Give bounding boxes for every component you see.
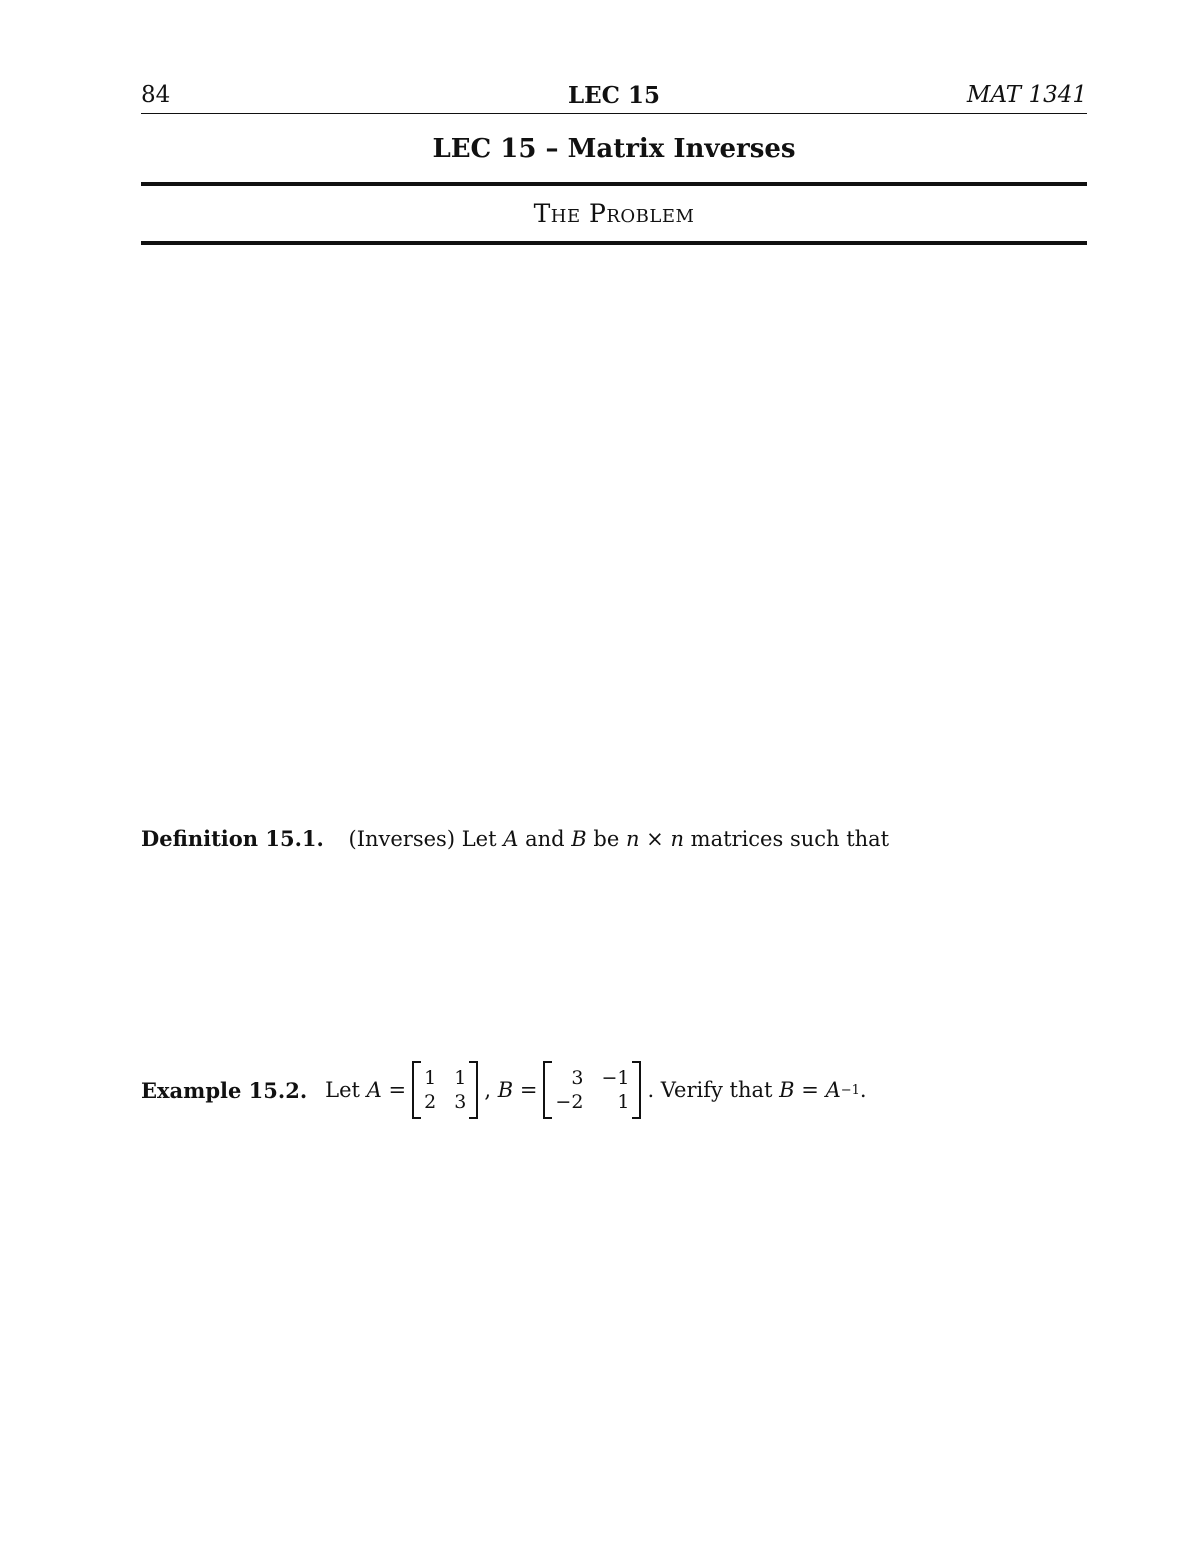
definition-intro: (Inverses) Let <box>348 827 497 851</box>
section-rule-top <box>141 182 1087 186</box>
matrix-cell: 1 <box>424 1067 437 1089</box>
matrix-cell: 2 <box>424 1091 437 1113</box>
matrix-cell: 1 <box>454 1067 467 1089</box>
word-and: and <box>525 827 565 851</box>
section-rule-bottom <box>141 241 1087 245</box>
definition-paragraph <box>141 826 889 851</box>
matrix-a <box>412 1065 478 1115</box>
verify-text: . Verify that <box>647 1078 773 1102</box>
comma: , <box>484 1078 491 1102</box>
var-b: B <box>571 827 587 851</box>
matrix-cell: −1 <box>601 1067 630 1089</box>
matrix-cell: 3 <box>571 1067 584 1089</box>
equals-sign: = <box>388 1078 407 1102</box>
matrix-cell: 3 <box>454 1091 467 1113</box>
period: . <box>859 1078 867 1102</box>
matrix-b <box>543 1065 641 1115</box>
var-a: A <box>366 1078 382 1102</box>
lecture-title: LEC 15 – Matrix Inverses <box>432 134 796 164</box>
page-number: 84 <box>141 82 171 108</box>
inverse-exponent: −1 <box>840 1082 860 1098</box>
running-title: LEC 15 <box>567 82 661 109</box>
course-code: MAT 1341 <box>966 82 1087 108</box>
header-divider <box>141 113 1087 114</box>
section-title: The Problem <box>533 199 695 228</box>
var-a: A <box>825 1078 841 1102</box>
definition-rest: matrices such that <box>690 827 890 851</box>
matrix-cell: 1 <box>617 1091 630 1113</box>
times-sign: × <box>646 827 664 851</box>
var-b: B <box>497 1078 514 1102</box>
word-be: be <box>593 827 620 851</box>
matrix-cell: −2 <box>555 1091 584 1113</box>
running-header <box>141 82 1087 112</box>
equals-sign: = <box>801 1078 819 1102</box>
var-a: A <box>503 827 519 851</box>
word-let: Let <box>325 1078 360 1102</box>
var-n: n <box>670 827 684 851</box>
example-label: Example 15.2. <box>141 1077 308 1103</box>
definition-label: Definition 15.1. <box>141 826 324 851</box>
equals-sign: = <box>519 1078 538 1102</box>
var-b: B <box>779 1078 795 1102</box>
example-paragraph <box>141 1060 867 1120</box>
var-n: n <box>625 827 640 851</box>
